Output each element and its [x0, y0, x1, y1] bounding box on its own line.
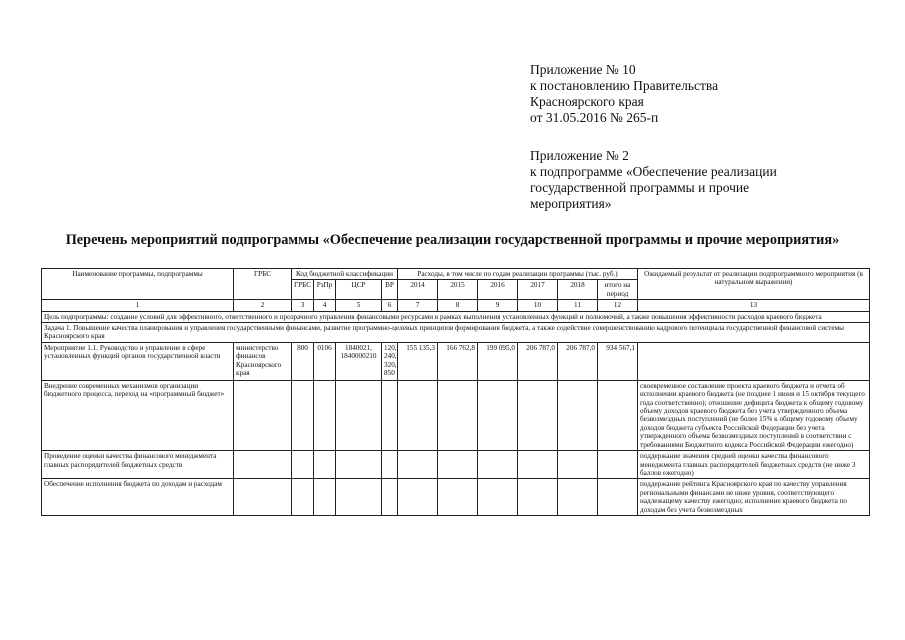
appendix-10-line: к постановлению Правительства [530, 78, 719, 93]
activities-table [41, 268, 870, 516]
header-grbs: ГРБС [234, 269, 292, 300]
col-number: 11 [558, 300, 598, 311]
activity-2014: 155 135,3 [398, 342, 438, 380]
appendix-10-line: от 31.05.2016 № 265-п [530, 110, 659, 125]
col-number: 13 [638, 300, 870, 311]
subheader-cell: 2017 [518, 280, 558, 300]
col-number: 7 [398, 300, 438, 311]
activity-rzpr: 0106 [314, 342, 336, 380]
activity-csr: 1840021, 1840000210 [336, 342, 382, 380]
row-result: своевременное составление проекта краевого бюджета и отчета об исполнении краевого бюджета (не позднее 1 июня и 15 октября текущего года соответственно); отношение дефицита бюджета к общему годовому объему доходов краевого бюджета без учета утвержденного объема безвозмездных поступлений (не более 15% к общему годовому объему доходов бюджета субъекта Российской Федерации без учета утвержденного объема безвозмездных поступлений в соответствии с требованиями Бюджетного кодекса Российской Федерации ежегодно) [638, 380, 870, 450]
subheader-cell: 2014 [398, 280, 438, 300]
table-header-row [42, 269, 870, 280]
table-row [42, 451, 870, 479]
subheader-cell: 2018 [558, 280, 598, 300]
activity-row [42, 342, 870, 380]
task-row [42, 323, 870, 343]
col-number: 6 [382, 300, 398, 311]
column-number-row [42, 300, 870, 311]
activity-grbs-name: министерство финансов Красноярского края [234, 342, 292, 380]
document-title: Перечень мероприятий подпрограммы «Обеспечение реализации государственной программы и прочие мероприятия» [65, 232, 840, 248]
activity-2016: 199 095,0 [478, 342, 518, 380]
subheader-cell: 2016 [478, 280, 518, 300]
row-result: поддержание значения средней оценки качества финансового менеджмента главных распорядителей бюджетных средств (не ниже 3 баллов ежегодно) [638, 451, 870, 479]
appendix-2-block [530, 148, 777, 212]
col-number: 9 [478, 300, 518, 311]
subheader-cell: РзПр [314, 280, 336, 300]
activity-grbs: 800 [292, 342, 314, 380]
appendix-10-line: Приложение № 10 [530, 62, 636, 77]
header-name: Наименование программы, подпрограммы [42, 269, 234, 300]
goal-row [42, 311, 870, 322]
table-row [42, 479, 870, 516]
activity-vr: 120, 240, 320, 850 [382, 342, 398, 380]
col-number: 3 [292, 300, 314, 311]
row-name: Проведение оценки качества финансового менеджмента главных распорядителей бюджетных средств [42, 451, 234, 479]
col-number: 2 [234, 300, 292, 311]
header-code-group: Код бюджетной классификации [292, 269, 398, 280]
task-text: Задача 1. Повышение качества планирования и управления государственными финансами, развитие программно-целевых принципов формирования бюджета, а также содействие совершенствованию кадрового потенциала государственной финансовой системы Красноярского края [42, 323, 870, 343]
subheader-cell: ВР [382, 280, 398, 300]
row-name: Обеспечение исполнения бюджета по доходам и расходам [42, 479, 234, 516]
header-expenses-group: Расходы, в том числе по годам реализации программы (тыс. руб.) [398, 269, 638, 280]
activity-total: 934 567,1 [598, 342, 638, 380]
col-number: 4 [314, 300, 336, 311]
col-number: 10 [518, 300, 558, 311]
table-row [42, 380, 870, 450]
row-name: Внедрение современных механизмов организации бюджетного процесса, переход на «программный бюджет» [42, 380, 234, 450]
header-result: Ожидаемый результат от реализации подпрограммного мероприятия (в натуральном выражении) [638, 269, 870, 300]
col-number: 8 [438, 300, 478, 311]
activity-result [638, 342, 870, 380]
appendix-10-block [530, 62, 718, 126]
subheader-cell: 2015 [438, 280, 478, 300]
activity-name: Мероприятие 1.1. Руководство и управление в сфере установленных функций органов государственной власти [42, 342, 234, 380]
appendix-2-line: Приложение № 2 [530, 148, 629, 163]
activity-2018: 206 787,0 [558, 342, 598, 380]
appendix-2-line: к подпрограмме «Обеспечение реализации [530, 164, 777, 179]
activity-2017: 206 787,0 [518, 342, 558, 380]
col-number: 5 [336, 300, 382, 311]
goal-text: Цель подпрограммы: создание условий для эффективного, ответственного и прозрачного управления финансовыми ресурсами в рамках выполнения установленных функций и полномочий, а также повышения эффективности расходов краевого бюджета [42, 311, 870, 322]
row-result: поддержание рейтинга Красноярского края по качеству управления региональными финансами не ниже уровня, соответствующего надлежащему качеству ежегодно; исполнение краевого бюджета по доходам без учета безвозмездных [638, 479, 870, 516]
subheader-cell: ГРБС [292, 280, 314, 300]
subheader-cell: итого на период [598, 280, 638, 300]
col-number: 1 [42, 300, 234, 311]
appendix-2-line: мероприятия» [530, 196, 612, 211]
appendix-10-line: Красноярского края [530, 94, 644, 109]
subheader-cell: ЦСР [336, 280, 382, 300]
activity-2015: 166 762,8 [438, 342, 478, 380]
col-number: 12 [598, 300, 638, 311]
appendix-2-line: государственной программы и прочие [530, 180, 750, 195]
